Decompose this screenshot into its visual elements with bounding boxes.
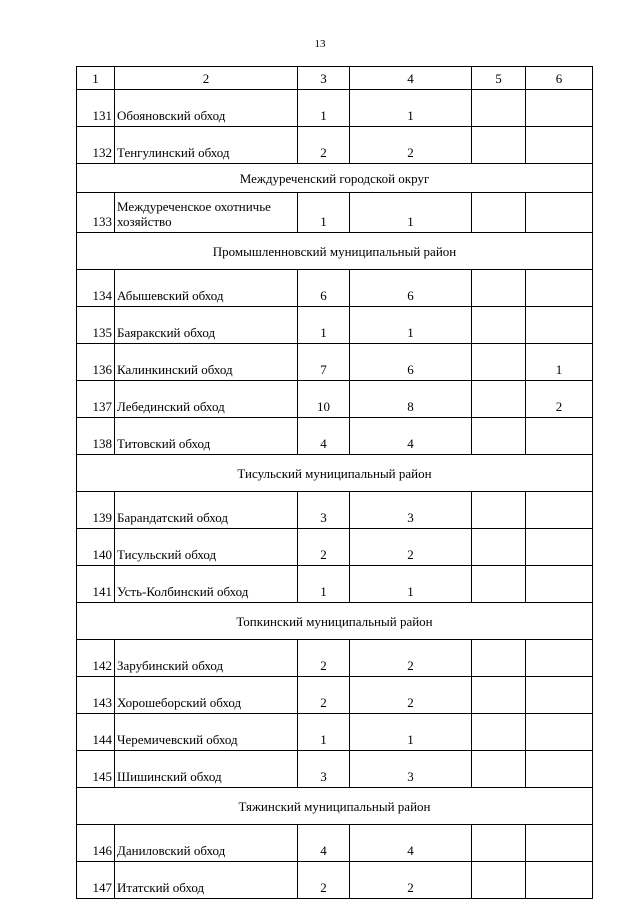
- row-number-cell: 147: [77, 862, 115, 899]
- col3-cell: 1: [298, 193, 350, 233]
- section-title: Тисульский муниципальный район: [77, 455, 593, 492]
- col3-cell: 3: [298, 492, 350, 529]
- col3-cell: 4: [298, 825, 350, 862]
- row-number-cell: 145: [77, 751, 115, 788]
- table-row: [77, 127, 593, 164]
- col4-cell: 3: [350, 751, 472, 788]
- col5-cell: [472, 677, 526, 714]
- col4-cell: 4: [350, 418, 472, 455]
- row-number-cell: 132: [77, 127, 115, 164]
- section-row: [77, 603, 593, 640]
- col5-cell: [472, 344, 526, 381]
- name-cell: Хорошеборский обход: [115, 677, 298, 714]
- table-row: [77, 714, 593, 751]
- header-row: [77, 67, 593, 90]
- table-row: [77, 492, 593, 529]
- row-number-cell: 135: [77, 307, 115, 344]
- col5-cell: [472, 862, 526, 899]
- name-cell: Обояновский обход: [115, 90, 298, 127]
- table-row: [77, 529, 593, 566]
- col5-cell: [472, 825, 526, 862]
- row-number-cell: 141: [77, 566, 115, 603]
- col3-cell: 2: [298, 862, 350, 899]
- section-title: Промышленновский муниципальный район: [77, 233, 593, 270]
- row-number-cell: 134: [77, 270, 115, 307]
- col5-cell: [472, 529, 526, 566]
- name-cell: Шишинский обход: [115, 751, 298, 788]
- col4-cell: 2: [350, 529, 472, 566]
- col3-cell: 2: [298, 640, 350, 677]
- name-cell: Междуреченское охотничье хозяйство: [115, 193, 298, 233]
- name-cell: Черемичевский обход: [115, 714, 298, 751]
- section-title: Междуреченский городской округ: [77, 164, 593, 193]
- col4-cell: 1: [350, 714, 472, 751]
- name-cell: Тенгулинский обход: [115, 127, 298, 164]
- col6-cell: [526, 418, 593, 455]
- col6-cell: [526, 307, 593, 344]
- col6-cell: [526, 127, 593, 164]
- col6-cell: 1: [526, 344, 593, 381]
- col5-cell: [472, 566, 526, 603]
- table-row: [77, 862, 593, 899]
- header-cell-5: 5: [472, 67, 526, 90]
- table-row: [77, 566, 593, 603]
- col6-cell: [526, 193, 593, 233]
- row-number-cell: 133: [77, 193, 115, 233]
- col5-cell: [472, 492, 526, 529]
- name-cell: Зарубинский обход: [115, 640, 298, 677]
- table-row: [77, 418, 593, 455]
- table-row: [77, 307, 593, 344]
- name-cell: Титовский обход: [115, 418, 298, 455]
- table-row: [77, 270, 593, 307]
- col6-cell: [526, 529, 593, 566]
- table-row: [77, 381, 593, 418]
- col3-cell: 2: [298, 529, 350, 566]
- page-number: 13: [314, 38, 326, 50]
- section-title: Топкинский муниципальный район: [77, 603, 593, 640]
- col4-cell: 1: [350, 307, 472, 344]
- col4-cell: 2: [350, 127, 472, 164]
- table-row: [77, 344, 593, 381]
- row-number-cell: 140: [77, 529, 115, 566]
- section-row: [77, 788, 593, 825]
- col3-cell: 1: [298, 714, 350, 751]
- col4-cell: 2: [350, 640, 472, 677]
- col4-cell: 2: [350, 862, 472, 899]
- header-cell-2: 2: [115, 67, 298, 90]
- col6-cell: [526, 492, 593, 529]
- col6-cell: [526, 751, 593, 788]
- data-table: [76, 66, 593, 899]
- row-number-cell: 138: [77, 418, 115, 455]
- col6-cell: [526, 825, 593, 862]
- table-row: [77, 751, 593, 788]
- row-number-cell: 139: [77, 492, 115, 529]
- name-cell: Барандатский обход: [115, 492, 298, 529]
- col5-cell: [472, 418, 526, 455]
- header-cell-3: 3: [298, 67, 350, 90]
- name-cell: Итатский обход: [115, 862, 298, 899]
- row-number-cell: 143: [77, 677, 115, 714]
- col3-cell: 1: [298, 566, 350, 603]
- col5-cell: [472, 640, 526, 677]
- table-row: [77, 640, 593, 677]
- header-cell-4: 4: [350, 67, 472, 90]
- col6-cell: [526, 640, 593, 677]
- row-number-cell: 144: [77, 714, 115, 751]
- table-row: [77, 193, 593, 233]
- section-row: [77, 164, 593, 193]
- section-row: [77, 233, 593, 270]
- header-cell-6: 6: [526, 67, 593, 90]
- col3-cell: 1: [298, 307, 350, 344]
- row-number-cell: 142: [77, 640, 115, 677]
- row-number-cell: 136: [77, 344, 115, 381]
- col6-cell: [526, 677, 593, 714]
- col3-cell: 4: [298, 418, 350, 455]
- col3-cell: 2: [298, 127, 350, 164]
- col4-cell: 1: [350, 566, 472, 603]
- name-cell: Лебединский обход: [115, 381, 298, 418]
- row-number-cell: 131: [77, 90, 115, 127]
- name-cell: Даниловский обход: [115, 825, 298, 862]
- row-number-cell: 146: [77, 825, 115, 862]
- table-body: [77, 67, 593, 899]
- col5-cell: [472, 270, 526, 307]
- name-cell: Усть-Колбинский обход: [115, 566, 298, 603]
- col4-cell: 2: [350, 677, 472, 714]
- col4-cell: 1: [350, 193, 472, 233]
- col5-cell: [472, 90, 526, 127]
- col6-cell: [526, 90, 593, 127]
- col6-cell: [526, 714, 593, 751]
- table-row: [77, 677, 593, 714]
- col4-cell: 4: [350, 825, 472, 862]
- table-row: [77, 90, 593, 127]
- col4-cell: 8: [350, 381, 472, 418]
- col4-cell: 1: [350, 90, 472, 127]
- col6-cell: [526, 862, 593, 899]
- col5-cell: [472, 193, 526, 233]
- row-number-cell: 137: [77, 381, 115, 418]
- col3-cell: 2: [298, 677, 350, 714]
- col6-cell: [526, 270, 593, 307]
- col4-cell: 6: [350, 270, 472, 307]
- col3-cell: 10: [298, 381, 350, 418]
- col4-cell: 6: [350, 344, 472, 381]
- col5-cell: [472, 751, 526, 788]
- name-cell: Абышевский обход: [115, 270, 298, 307]
- col6-cell: 2: [526, 381, 593, 418]
- col5-cell: [472, 714, 526, 751]
- col5-cell: [472, 127, 526, 164]
- col3-cell: 1: [298, 90, 350, 127]
- section-title: Тяжинский муниципальный район: [77, 788, 593, 825]
- col3-cell: 3: [298, 751, 350, 788]
- col5-cell: [472, 307, 526, 344]
- header-cell-1: 1: [77, 67, 115, 90]
- name-cell: Тисульский обход: [115, 529, 298, 566]
- col4-cell: 3: [350, 492, 472, 529]
- col3-cell: 6: [298, 270, 350, 307]
- table-row: [77, 825, 593, 862]
- name-cell: Калинкинский обход: [115, 344, 298, 381]
- name-cell: Баяракский обход: [115, 307, 298, 344]
- col3-cell: 7: [298, 344, 350, 381]
- section-row: [77, 455, 593, 492]
- col6-cell: [526, 566, 593, 603]
- col5-cell: [472, 381, 526, 418]
